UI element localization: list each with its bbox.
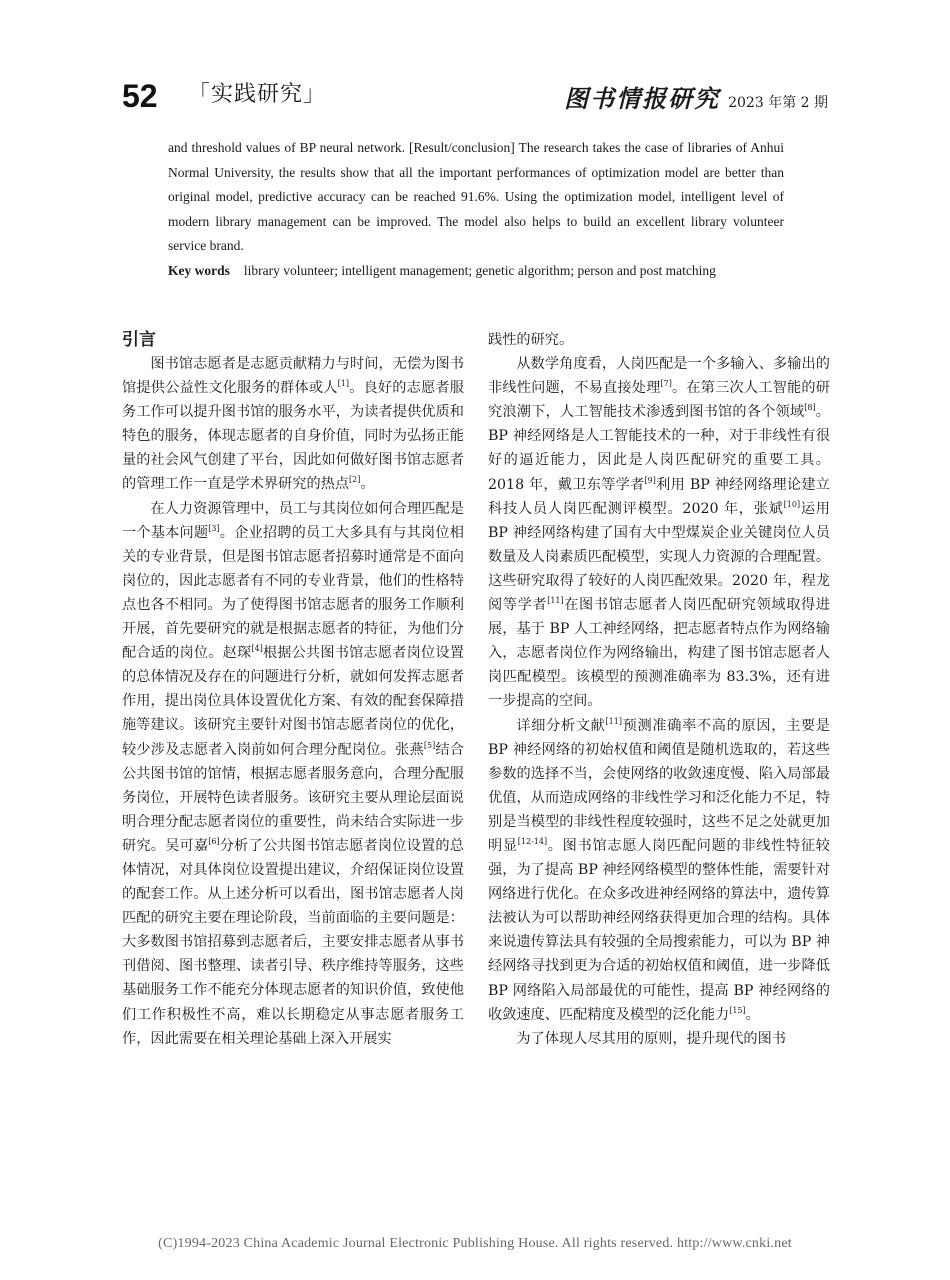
- keywords-line: [168, 259, 784, 284]
- paragraph-4: 详细分析文献[11]预测准确率不高的原因，主要是 BP 神经网络的初始权值和阈值是随机选取的，若这些参数的选择不当，会使网络的收敛速度慢、陷入局部最优值，从而造成网络的非线性学习和泛化能力不足，特别是当模型的非线性程度较强时，这些不足之处就更加明显[12-14]。图书馆志愿人岗匹配问题的非线性特征较强，为了提高 BP 神经网络模型的整体性能，需要针对网络进行优化。在众多改进神经网络的算法中，遗传算法被认为可以帮助神经网络获得更加合理的结构。具体来说遗传算法具有较强的全局搜索能力，可以为 BP 神经网络寻找到更为合适的初始权值和阈值，进一步降低 BP 网络陷入局部最优的可能性，提高 BP 神经网络的收敛速度、匹配精度及模型的泛化能力[15]。: [488, 716, 830, 1023]
- citation: [9]: [644, 475, 656, 485]
- citation: [11]: [605, 716, 622, 726]
- citation: [15]: [729, 1005, 746, 1015]
- paragraph-2: 在人力资源管理中，员工与其岗位如何合理匹配是一个基本问题[3]。企业招聘的员工大多具有与其岗位相关的专业背景，但是图书馆志愿者招募时通常是不面向岗位的，因此志愿者有不同的专业背景，他们的性格特点也各不相同。为了使得图书馆志愿者的服务工作顺利开展，首先要研究的就是根据志愿者的特征，为他们分配合适的岗位。赵琛[4]根据公共图书馆志愿者岗位设置的总体情况及存在的问题进行分析，就如何发挥志愿者作用，提出岗位具体设置优化方案、有效的配套保障措施等建议。该研究主要针对图书馆志愿者岗位的优化，较少涉及志愿者入岗前如何合理分配岗位。张燕[5]结合公共图书馆的馆情，根据志愿者服务意向，合理分配服务岗位，开展特色读者服务。该研究主要从理论层面说明合理分配志愿者岗位的重要性，尚未结合实际进一步研究。吴可嘉[6]分析了公共图书馆志愿者岗位设置的总体情况，对具体岗位设置提出建议，介绍保证岗位设置的配套工作。从上述分析可以看出，图书馆志愿者人岗匹配的研究主要在理论阶段，当前面临的主要问题是：大多数图书馆招募到志愿者后，主要安排志愿者从事书刊借阅、图书整理、读者引导、秩序维持等服务，这些基础服务工作不能充分体现志愿者的知识价值，致使他们工作积极性不高，难以长期稳定从事志愿者服务工作，因此需要在相关理论基础上深入开展实: [122, 500, 464, 1047]
- page-number: 52: [122, 78, 158, 114]
- citation: [8]: [804, 403, 816, 413]
- section-heading-introduction: 引言: [122, 330, 156, 350]
- copyright-footer: (C)1994-2023 China Academic Journal Electronic Publishing House. All rights reserved. http://www.cnki.net: [158, 1236, 792, 1251]
- citation: [4]: [251, 644, 263, 654]
- journal-info: [564, 86, 828, 114]
- left-column: [122, 328, 464, 1051]
- paragraph-5: 为了体现人尽其用的原则，提升现代的图书: [516, 1030, 786, 1047]
- paragraph-1: 图书馆志愿者是志愿贡献精力与时间，无偿为图书馆提供公益性文化服务的群体或人[1]。良好的志愿者服务工作可以提升图书馆的服务水平，为读者提供优质和特色的服务，体现志愿者的自身价值，同时为弘扬正能量的社会风气创建了平台，因此如何做好图书馆志愿者的管理工作一直是学术界研究的热点[2]。: [122, 356, 464, 493]
- journal-name-logo: 图书情报研究: [564, 84, 721, 113]
- citation: [2]: [349, 475, 361, 485]
- keywords-label: Key words: [168, 262, 230, 278]
- right-column: [488, 328, 830, 1051]
- english-abstract: [168, 136, 784, 283]
- citation: [10]: [783, 499, 801, 509]
- citation: [7]: [660, 379, 672, 389]
- section-tag: 「实践研究」: [188, 82, 327, 107]
- page-header: [122, 78, 828, 118]
- citation: [12-14]: [517, 836, 548, 846]
- abstract-text: and threshold values of BP neural network. [Result/conclusion] The research takes the case of libraries of Anhui Normal University, the results show that all the important performances of optimization model are better than original model, predictive accuracy can be reached 91.6%. Using the optimization model, intelligent level of modern library management can be improved. The model also helps to build an excellent library volunteer service brand.: [168, 140, 784, 253]
- paragraph-2-continued: 践性的研究。: [488, 332, 574, 348]
- keywords-text: library volunteer; intelligent management; genetic algorithm; person and post matching: [243, 262, 716, 278]
- citation: [5]: [423, 740, 436, 750]
- citation: [6]: [208, 836, 220, 846]
- citation: [1]: [337, 379, 349, 389]
- citation: [11]: [547, 596, 564, 606]
- paragraph-3: 从数学角度看，人岗匹配是一个多输入、多输出的非线性问题，不易直接处理[7]。在第三次人工智能的研究浪潮下，人工智能技术渗透到图书馆的各个领域[8]。BP 神经网络是人工智能技术的一种，对于非线性有很好的逼近能力，因此是人岗匹配研究的重要工具。2018 年，戴卫东等学者[9]利用 BP 神经网络理论建立科技人员人岗匹配测评模型。2020 年，张斌[10]运用 BP 神经网络构建了国有大中型煤炭企业关键岗位人员数量及人岗素质匹配模型，实现人力资源的合理配置。这些研究取得了较好的人岗匹配效果。2020 年，程龙阅等学者[11]在图书馆志愿者人岗匹配研究领域取得进展，基于 BP 人工神经网络，把志愿者特点作为网络输入，志愿者岗位作为网络输出，构建了图书馆志愿者人岗匹配模型。该模型的预测准确率为 83.3%，还有进一步提高的空间。: [488, 356, 830, 710]
- citation: [3]: [208, 523, 220, 533]
- issue-label: 2023 年第 2 期: [728, 95, 828, 111]
